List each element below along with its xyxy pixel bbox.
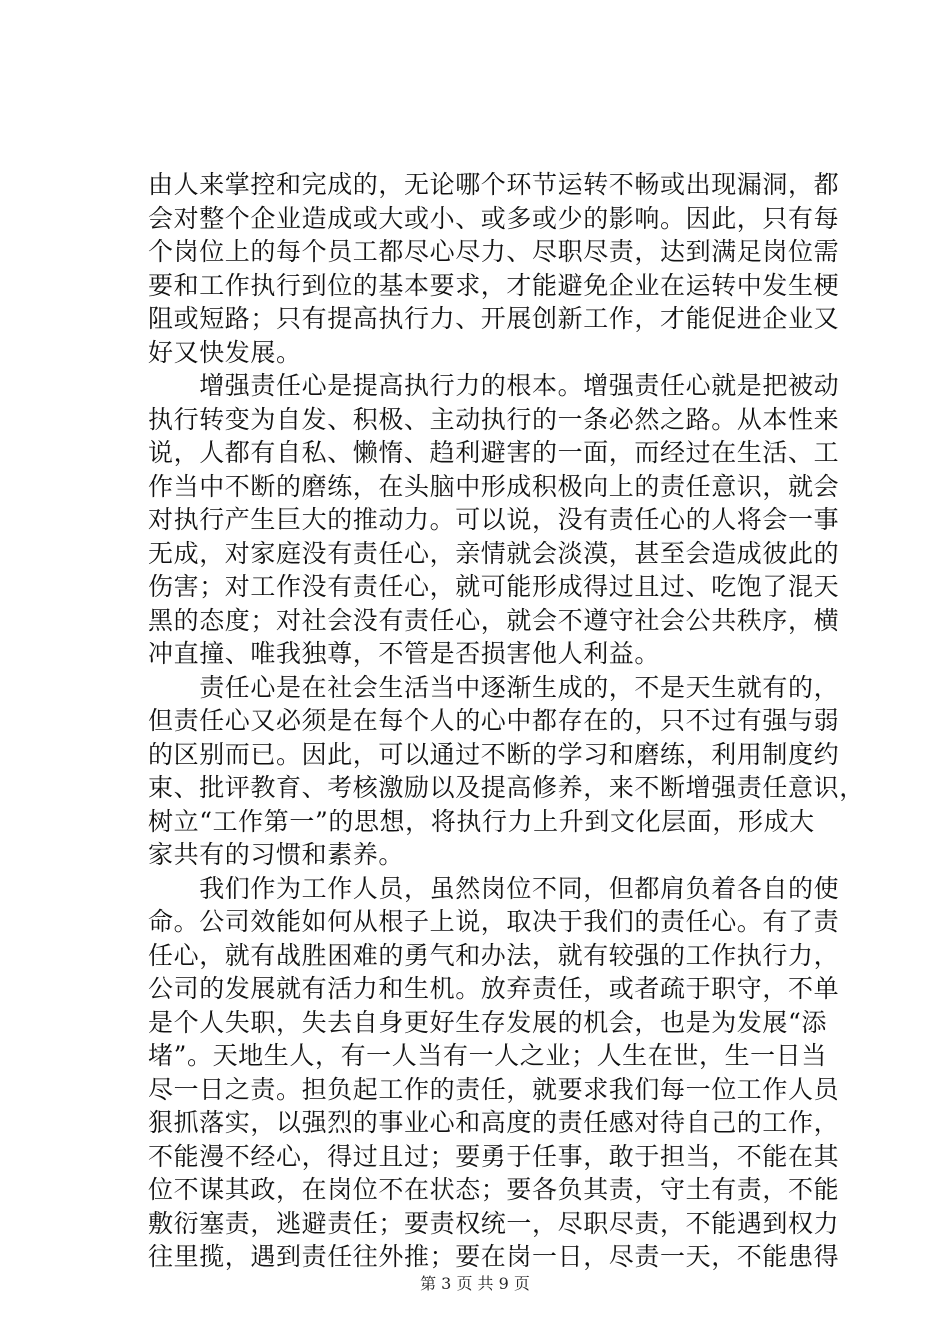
text-line: 我们作为工作人员，虽然岗位不同，但都肩负着各自的使 [148, 873, 840, 903]
text-line: 无成，对家庭没有责任心，亲情就会淡漠，甚至会造成彼此的 [148, 538, 840, 568]
text-line: 狠抓落实，以强烈的事业心和高度的责任感对待自己的工作， [148, 1108, 840, 1137]
text-line: 但责任心又必须是在每个人的心中都存在的，只不过有强与弱 [148, 706, 840, 735]
page-number-footer: 第 3 页 共 9 页 [420, 1274, 530, 1293]
text-line: 伤害；对工作没有责任心，就可能形成得过且过、吃饱了混天 [148, 572, 840, 601]
text-line: 说，人都有自私、懒惰、趋利避害的一面，而经过在生活、工 [148, 438, 840, 467]
text-line: 好又快发展。 [148, 337, 302, 367]
text-line: 任心，就有战胜困难的勇气和办法，就有较强的工作执行力， [148, 940, 840, 970]
text-line: 作当中不断的磨练，在头脑中形成积极向上的责任意识，就会 [148, 471, 840, 501]
text-line: 冲直撞、唯我独尊，不管是否损害他人利益。 [148, 639, 661, 668]
text-line: 家共有的习惯和素养。 [148, 840, 405, 869]
text-line: 执行转变为自发、积极、主动执行的一条必然之路。从本性来 [148, 404, 840, 434]
text-line: 树立“工作第一”的思想，将执行力上升到文化层面，形成大 [148, 806, 815, 836]
text-line: 的区别而已。因此，可以通过不断的学习和磨练，利用制度约 [148, 739, 840, 769]
text-line: 阻或短路；只有提高执行力、开展创新工作，才能促进企业又 [148, 304, 840, 333]
text-line: 不能漫不经心，得过且过；要勇于任事，敢于担当，不能在其 [148, 1141, 840, 1171]
text-line: 增强责任心是提高执行力的根本。增强责任心就是把被动 [148, 371, 840, 400]
text-line: 命。公司效能如何从根子上说，取决于我们的责任心。有了责 [148, 907, 840, 936]
text-line: 是个人失职，失去自身更好生存发展的机会，也是为发展“添 [148, 1007, 827, 1037]
text-line: 对执行产生巨大的推动力。可以说，没有责任心的人将会一事 [148, 505, 840, 534]
body-text [148, 168, 865, 1274]
text-line: 责任心是在社会生活当中逐渐生成的，不是天生就有的， [148, 672, 840, 702]
text-line: 由人来掌控和完成的，无论哪个环节运转不畅或出现漏洞，都 [148, 170, 840, 199]
text-line: 要和工作执行到位的基本要求，才能避免企业在运转中发生梗 [148, 270, 840, 300]
text-line: 黑的态度；对社会没有责任心，就会不遵守社会公共秩序，横 [148, 605, 840, 635]
text-line: 个岗位上的每个员工都尽心尽力、尽职尽责，达到满足岗位需 [148, 237, 840, 266]
text-line: 敷衍塞责，逃避责任；要责权统一，尽职尽责，不能遇到权力 [148, 1208, 840, 1238]
text-line: 尽一日之责。担负起工作的责任，就要求我们每一位工作人员 [148, 1074, 840, 1104]
text-line: 会对整个企业造成或大或小、或多或少的影响。因此，只有每 [148, 203, 840, 233]
text-line: 公司的发展就有活力和生机。放弃责任，或者疏于职守，不单 [148, 974, 840, 1003]
text-line: 束、批评教育、考核激励以及提高修养，来不断增强责任意识， [148, 773, 865, 802]
text-line: 堵”。天地生人，有一人当有一人之业；人生在世，生一日当 [148, 1041, 827, 1070]
text-line: 位不谋其政，在岗位不在状态；要各负其责，守土有责，不能 [148, 1175, 840, 1204]
text-line: 往里揽，遇到责任往外推；要在岗一日，尽责一天，不能患得 [148, 1242, 840, 1271]
